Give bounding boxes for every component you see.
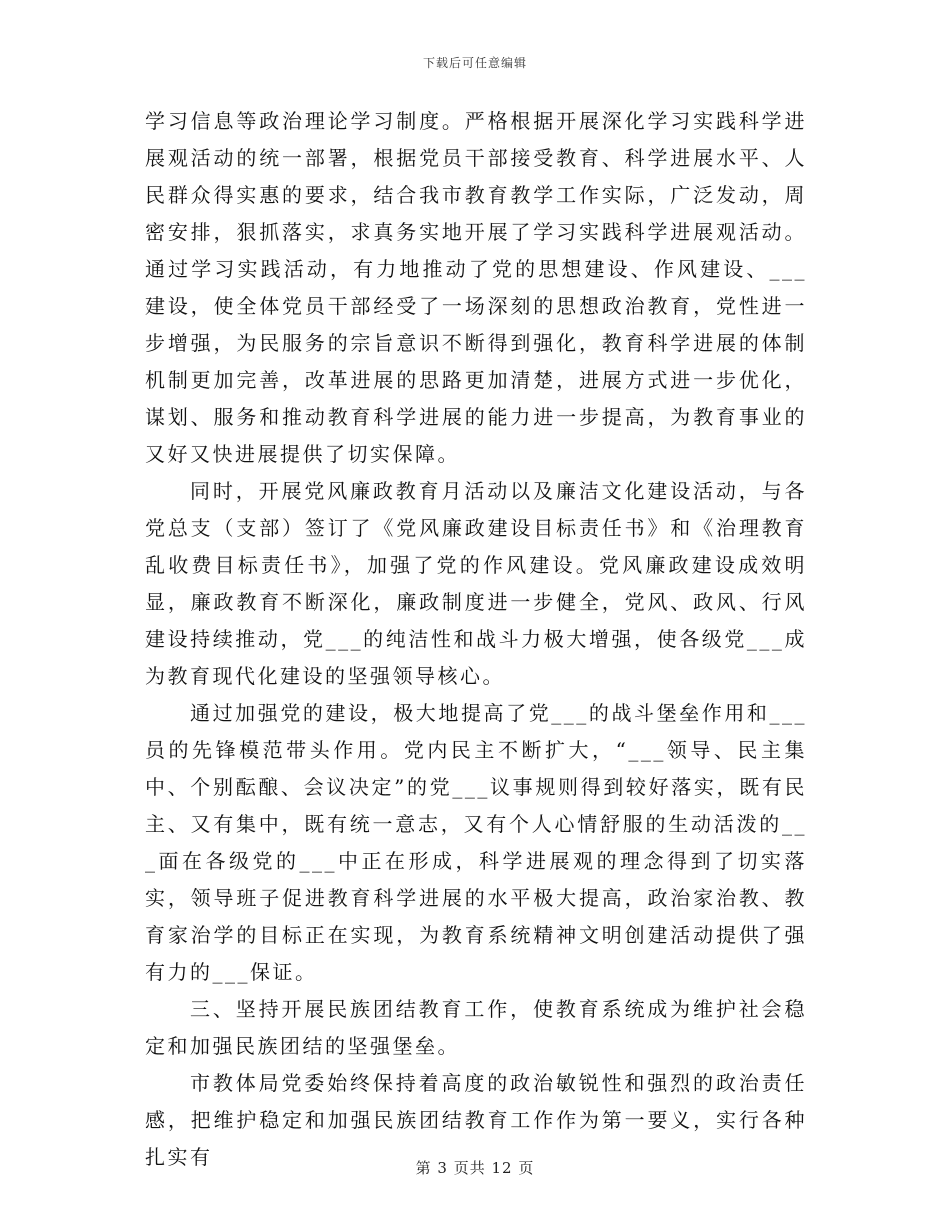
page-header: 下载后可任意编辑 [422, 56, 527, 70]
paragraph-4: 市教体局党委始终保持着高度的政治敏锐性和强烈的政治责任感，把维护稳定和加强民族团结教育工作作为第一要义，实行各种扎实有 [145, 1071, 807, 1169]
paragraph-3: 通过加强党的建设，极大地提高了党___的战斗堡垒作用和___员的先锋模范带头作用。党内民主不断扩大，“___领导、民主集中、个别酝酿、会议决定”的党___议事规则得到较好落实，既有民主、又有集中，既有统一意志，又有个人心情舒服的生动活泼的___面在各级党的___中正在形成，科学进展观的理念得到了切实落实，领导班子促进教育科学进展的水平极大提高，政治家治教、教育家治学的目标正在实现，为教育系统精神文明创建活动提供了强有力的___保证。 [145, 701, 807, 984]
paragraph-1: 学习信息等政治理论学习制度。严格根据开展深化学习实践科学进展观活动的统一部署，根据党员干部接受教育、科学进展水平、人民群众得实惠的要求，结合我市教育教学工作实际，广泛发动，周密安排，狠抓落实，求真务实地开展了学习实践科学进展观活动。通过学习实践活动，有力地推动了党的思想建设、作风建设、___建设，使全体党员干部经受了一场深刻的思想政治教育，党性进一步增强，为民服务的宗旨意识不断得到强化，教育科学进展的体制机制更加完善，改革进展的思路更加清楚，进展方式进一步优化，谋划、服务和推动教育科学进展的能力进一步提高，为教育事业的又好又快进展提供了切实保障。 [145, 109, 807, 466]
section-heading: 三、坚持开展民族团结教育工作，使教育系统成为维护社会稳定和加强民族团结的坚强堡垒。 [145, 997, 807, 1058]
page-number: 第 3 页共 12 页 [415, 1159, 535, 1177]
document-body [145, 103, 807, 1176]
paragraph-2: 同时，开展党风廉政教育月活动以及廉洁文化建设活动，与各党总支（支部）签订了《党风廉政建设目标责任书》和《治理教育乱收费目标责任书》，加强了党的作风建设。党风廉政建设成效明显，廉政教育不断深化，廉政制度进一步健全，党风、政风、行风建设持续推动，党___的纯洁性和战斗力极大增强，使各级党___成为教育现代化建设的坚强领导核心。 [145, 479, 807, 688]
